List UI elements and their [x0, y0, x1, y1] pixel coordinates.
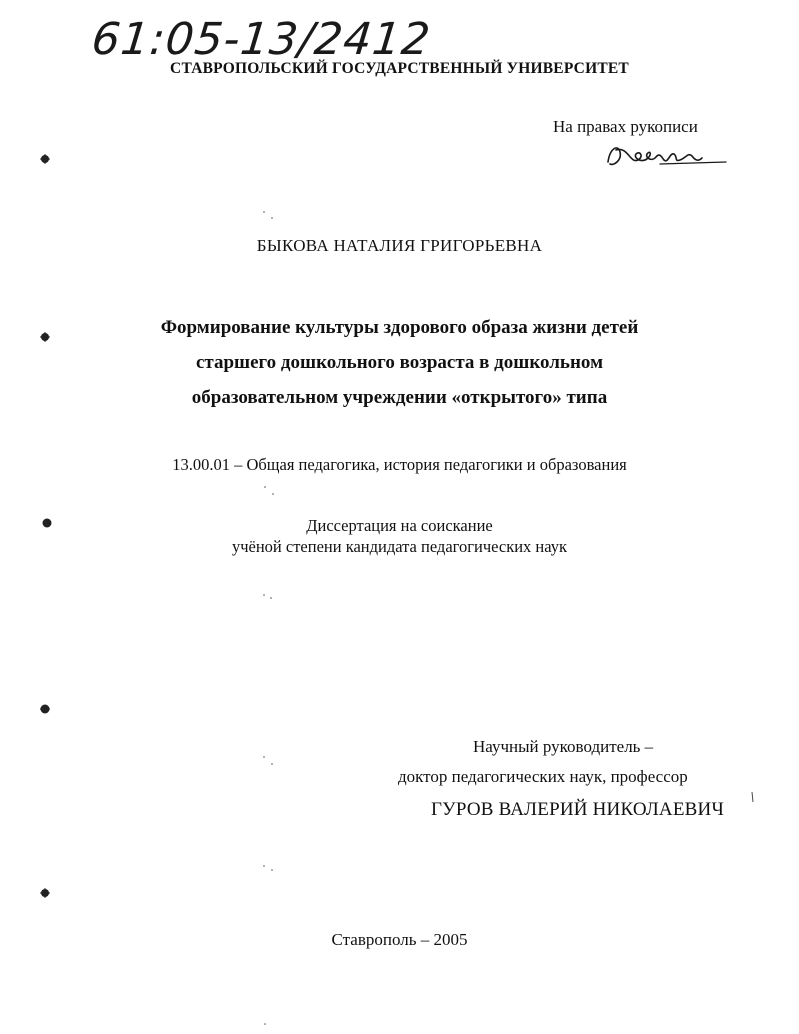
title-line: старшего дошкольного возраста в дошкольном [195, 352, 604, 373]
degree-line: Диссертация на соискание [306, 516, 493, 535]
degree-line: учёной степени кандидата педагогических наук [231, 537, 568, 556]
specialty-code: 13.00.01 – Общая педагогика, история педагогики и образования [172, 455, 627, 474]
title-line: Формирование культуры здорового образа жизни детей [160, 317, 639, 338]
archive-number: 61:05-13/2412 [89, 14, 434, 65]
title-line: образовательном учреждении «открытого» типа [191, 387, 608, 408]
supervisor-name: ГУРОВ ВАЛЕРИЙ НИКОЛАЕВИЧ [431, 799, 725, 820]
author-name: БЫКОВА НАТАЛИЯ ГРИГОРЬЕВНА [256, 236, 543, 255]
university-name: СТАВРОПОЛЬСКИЙ ГОСУДАРСТВЕННЫЙ УНИВЕРСИТЕТ [170, 60, 629, 77]
city-year: Ставрополь – 2005 [331, 930, 468, 949]
supervisor-role: Научный руководитель – [473, 737, 654, 756]
supervisor-degree: доктор педагогических наук, профессор [398, 767, 688, 786]
manuscript-rights-label: На правах рукописи [553, 117, 698, 136]
